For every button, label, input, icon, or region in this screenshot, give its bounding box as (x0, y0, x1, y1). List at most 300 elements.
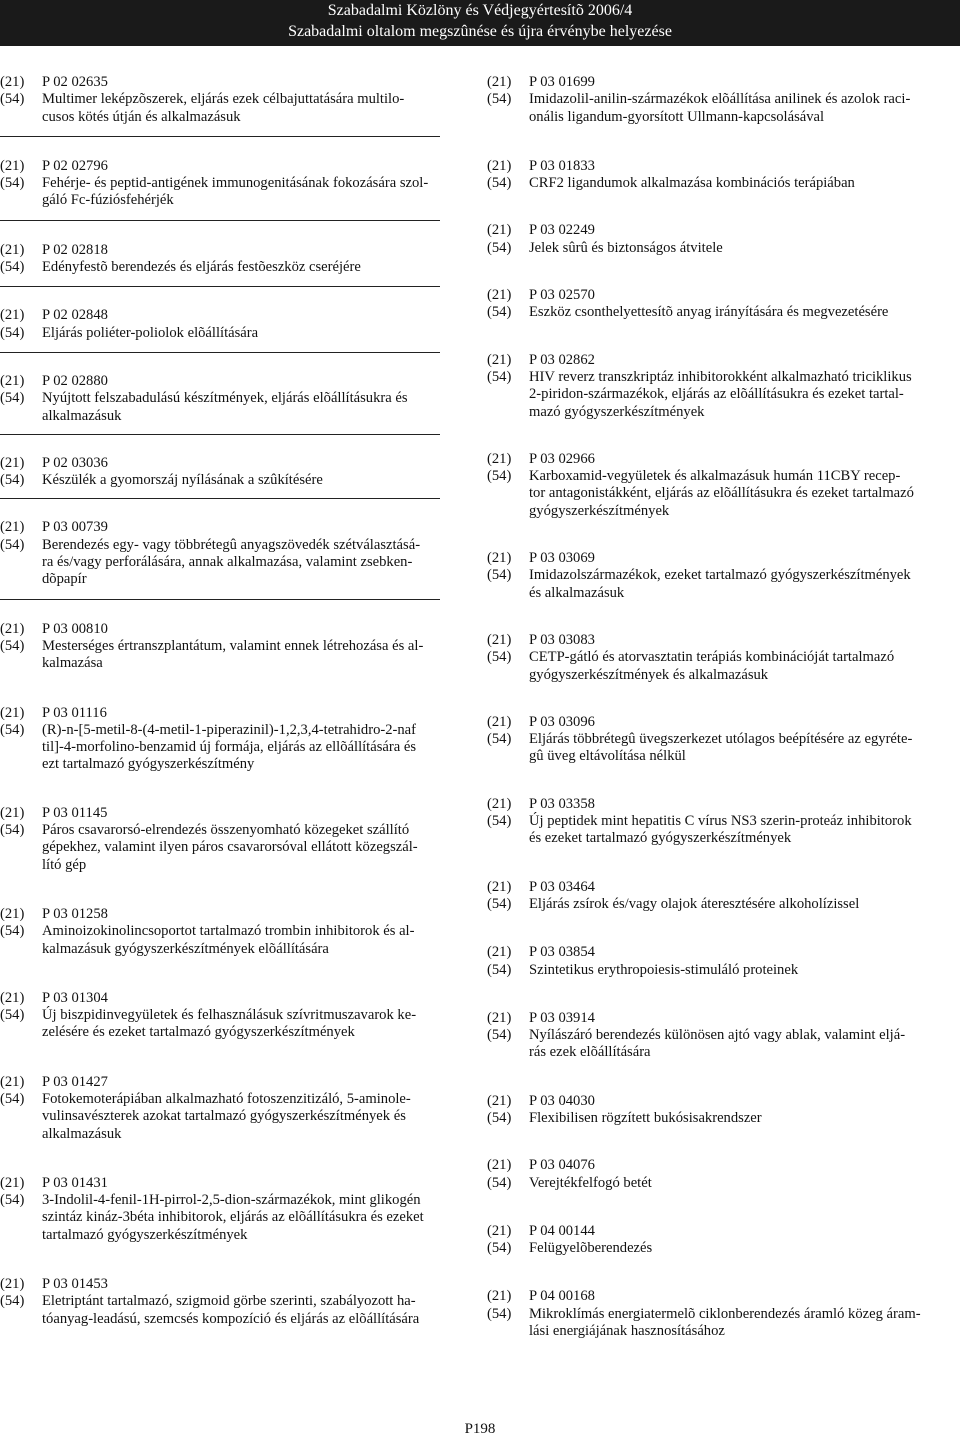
patent-entry (487, 1010, 960, 1062)
field-code-54: (54) (487, 468, 512, 485)
entry-number-line (487, 1157, 960, 1174)
entry-number-line (0, 455, 440, 472)
field-code-54: (54) (0, 637, 25, 654)
application-number: P 03 04076 (529, 1157, 595, 1174)
field-code-54: (54) (487, 961, 512, 978)
entry-title-line (487, 485, 960, 502)
patent-entry (487, 796, 960, 848)
entry-title-line (0, 722, 440, 739)
invention-title: és alkalmazásuk (529, 584, 625, 601)
entry-spacer (0, 342, 440, 373)
field-code-54: (54) (0, 536, 25, 553)
field-code-54: (54) (0, 822, 25, 839)
entry-divider (0, 220, 440, 221)
invention-title: gyógyszerkészítmények (529, 502, 670, 519)
entry-number-line (487, 632, 960, 649)
patent-entry (487, 879, 960, 914)
entry-title-line (0, 472, 440, 489)
entry-spacer (0, 958, 440, 990)
application-number: P 03 01699 (529, 74, 595, 90)
entry-divider (0, 498, 440, 499)
entry-spacer (0, 126, 440, 158)
entry-number-line (487, 74, 960, 91)
invention-title: Jelek sûrû és biztonságos átvitele (529, 239, 723, 256)
entry-title-line (487, 468, 960, 485)
entry-number-line (487, 158, 960, 175)
entry-spacer (0, 1244, 440, 1276)
field-code-21: (21) (0, 519, 25, 536)
patent-entry (0, 74, 440, 126)
entry-number-line (487, 944, 960, 961)
entry-title-line (487, 667, 960, 684)
invention-title: Karboxamid-vegyületek és alkalmazásuk humán 11CBY recep- (529, 468, 901, 485)
entry-number-line (0, 1175, 440, 1192)
entry-title-line (487, 567, 960, 584)
page-header (0, 0, 960, 46)
invention-title: zelésére és ezeket tartalmazó gyógyszerkészítmények (42, 1024, 355, 1041)
invention-title: Új biszpidinvegyületek és felhasználásuk szívritmuszavarok ke- (42, 1007, 417, 1024)
field-code-21: (21) (487, 1222, 512, 1239)
field-code-54 (0, 857, 42, 874)
field-code-54: (54) (487, 239, 512, 256)
invention-title: tor antagonistákként, eljárás az elõállításukra és ezeket tartalmazó (529, 485, 914, 502)
field-code-21: (21) (487, 878, 512, 895)
entry-number-line (0, 906, 440, 923)
entry-number-line (487, 714, 960, 731)
entry-title-line (487, 503, 960, 520)
field-code-54 (0, 192, 42, 209)
entry-divider (0, 434, 440, 435)
entry-spacer (487, 1257, 960, 1288)
entry-title-line (0, 175, 440, 192)
application-number: P 03 03914 (529, 1009, 595, 1026)
entry-title-line (487, 369, 960, 386)
patent-entry (487, 1223, 960, 1258)
field-code-54 (0, 109, 42, 126)
field-code-54 (487, 1044, 529, 1061)
field-code-54 (487, 109, 529, 126)
entry-spacer (0, 774, 440, 805)
entry-spacer (487, 602, 960, 632)
field-code-54: (54) (0, 259, 25, 276)
field-code-54: (54) (0, 91, 25, 108)
invention-title: Imidazolil-anilin-származékok elõállítása anilinek és azolok raci- (529, 91, 911, 108)
entry-spacer (0, 874, 440, 906)
entry-title-line (0, 1192, 440, 1209)
patent-entry (0, 906, 440, 958)
application-number: P 03 03069 (529, 550, 595, 567)
field-code-21: (21) (487, 287, 512, 304)
application-number: P 03 01258 (42, 905, 108, 922)
entry-title-line (487, 175, 960, 192)
invention-title: tartalmazó gyógyszerkészítmények (42, 1226, 248, 1243)
application-number: P 03 02966 (529, 450, 595, 467)
patent-entry (0, 990, 440, 1042)
invention-title: Eljárás többrétegû üvegszerkezet utólagos beépítésére az egyréte- (529, 731, 913, 748)
entry-title-line (0, 1024, 440, 1041)
field-code-21: (21) (0, 372, 25, 389)
field-code-54 (0, 1126, 42, 1143)
entry-title-line (487, 585, 960, 602)
patent-entry (487, 944, 960, 979)
left-column (0, 74, 440, 1328)
application-number: P 04 00144 (529, 1222, 595, 1239)
application-number: P 02 02635 (42, 74, 108, 90)
patent-entry (487, 158, 960, 193)
field-code-21: (21) (487, 1157, 512, 1174)
invention-title: mazó gyógyszerkészítmények (529, 403, 705, 420)
entry-title-line (0, 638, 440, 655)
invention-title: Eljárás poliéter-poliolok elõállítására (42, 324, 259, 341)
entry-title-line (487, 731, 960, 748)
invention-title: HIV reverz transzkriptáz inhibitorokként alkalmazható triciklikus (529, 368, 912, 385)
entry-title-line (0, 1311, 440, 1328)
field-code-21: (21) (0, 1276, 25, 1293)
entry-title-line (487, 748, 960, 765)
patent-entry (487, 287, 960, 322)
patent-entry (0, 1175, 440, 1244)
field-code-54: (54) (0, 175, 25, 192)
entry-spacer (0, 276, 440, 307)
field-code-54: (54) (487, 175, 512, 192)
field-code-54 (0, 756, 42, 773)
invention-title: Imidazolszármazékok, ezeket tartalmazó gyógyszerkészítmények (529, 567, 911, 584)
entry-spacer (0, 489, 440, 519)
invention-title: Mesterséges értranszplantátum, valamint ennek létrehozása és al- (42, 637, 424, 654)
invention-title: Aminoizokinolincsoportot tartalmazó trombin inhibitorok és al- (42, 923, 415, 940)
invention-title: Mikroklímás energiatermelõ ciklonberendezés áramló közeg áram- (529, 1305, 921, 1322)
entry-title-line (0, 408, 440, 425)
entry-title-line (0, 756, 440, 773)
field-code-54 (0, 839, 42, 856)
invention-title: 2-piridon-származékok, eljárás az elõállításukra és ezeket tartal- (529, 386, 904, 403)
application-number: P 03 02249 (529, 222, 595, 239)
field-code-54: (54) (487, 649, 512, 666)
entry-title-line (487, 1110, 960, 1127)
entry-title-line (0, 1227, 440, 1244)
field-code-21: (21) (0, 157, 25, 174)
invention-title: alkalmazásuk (42, 1125, 122, 1142)
right-column (487, 74, 960, 1340)
field-code-21: (21) (0, 1174, 25, 1191)
entry-title-line (0, 923, 440, 940)
invention-title: vulinsavészterek azokat tartalmazó gyógyszerkészítmények és (42, 1108, 406, 1125)
invention-title: cusos kötés útján és alkalmazásuk (42, 108, 241, 125)
patent-entry (487, 1093, 960, 1128)
entry-title-line (487, 1323, 960, 1340)
entry-spacer (487, 192, 960, 222)
entry-spacer (487, 1192, 960, 1223)
entry-title-line (0, 822, 440, 839)
patent-entry (0, 621, 440, 673)
patent-entry (0, 519, 440, 588)
field-code-54: (54) (487, 1027, 512, 1044)
entry-title-line (0, 91, 440, 108)
invention-title: Flexibilisen rögzített bukósisakrendszer (529, 1109, 762, 1126)
entry-spacer (0, 1143, 440, 1175)
field-code-54: (54) (0, 923, 25, 940)
field-code-54 (487, 485, 529, 502)
invention-title: Berendezés egy- vagy többrétegû anyagszövedék szétválasztásá- (42, 536, 421, 553)
field-code-21: (21) (487, 944, 512, 961)
invention-title: kalmazásuk gyógyszerkészítmények elõállítására (42, 940, 329, 957)
field-code-54 (0, 1024, 42, 1041)
field-code-21: (21) (487, 550, 512, 567)
entry-title-line (0, 739, 440, 756)
entry-title-line (0, 941, 440, 958)
entry-number-line (0, 74, 440, 91)
application-number: P 03 03854 (529, 944, 595, 961)
invention-title: Eszköz csonthelyettesítõ anyag irányítására és megvezetésére (529, 304, 889, 321)
entry-title-line (487, 1027, 960, 1044)
field-code-54 (0, 408, 42, 425)
patent-entry (487, 632, 960, 684)
invention-title: Eletriptánt tartalmazó, szigmoid görbe szerinti, szabályozott ha- (42, 1293, 416, 1310)
entry-title-line (0, 1091, 440, 1108)
field-code-54: (54) (487, 567, 512, 584)
field-code-54 (0, 571, 42, 588)
field-code-21: (21) (0, 989, 25, 1006)
entry-number-line (487, 451, 960, 468)
patent-entry (0, 158, 440, 210)
entry-spacer (0, 589, 440, 621)
invention-title: gyógyszerkészítmények és alkalmazásuk (529, 666, 769, 683)
entry-spacer (487, 257, 960, 287)
entry-spacer (487, 684, 960, 714)
field-code-54 (0, 1227, 42, 1244)
invention-title: Verejtékfelfogó betét (529, 1174, 652, 1191)
entry-spacer (487, 126, 960, 158)
entry-number-line (487, 1288, 960, 1305)
field-code-54: (54) (487, 304, 512, 321)
patent-entry (487, 74, 960, 126)
entry-divider (0, 352, 440, 353)
field-code-21: (21) (0, 620, 25, 637)
invention-title: ra és/vagy perforálására, annak alkalmazása, valamint zsebken- (42, 554, 413, 571)
invention-title: Fehérje- és peptid-antigének immunogenitásának fokozására szol- (42, 175, 429, 192)
entry-spacer (487, 1062, 960, 1093)
field-code-54 (487, 748, 529, 765)
patent-entry (0, 705, 440, 774)
entry-title-line (0, 655, 440, 672)
application-number: P 02 03036 (42, 454, 108, 471)
field-code-54: (54) (487, 1305, 512, 1322)
entry-number-line (0, 705, 440, 722)
application-number: P 02 02818 (42, 241, 108, 258)
entry-title-line (0, 390, 440, 407)
entry-title-line (0, 1126, 440, 1143)
field-code-21: (21) (0, 454, 25, 471)
entry-number-line (0, 621, 440, 638)
entry-number-line (487, 1093, 960, 1110)
field-code-21: (21) (487, 1288, 512, 1305)
entry-number-line (0, 1074, 440, 1091)
invention-title: Multimer leképzõszerek, eljárás ezek célbajuttatására multilo- (42, 91, 405, 108)
application-number: P 03 03464 (529, 878, 595, 895)
invention-title: és ezeket tartalmazó gyógyszerkészítmények (529, 830, 792, 847)
application-number: P 03 02570 (529, 287, 595, 304)
invention-title: gáló Fc-fúziósfehérjék (42, 192, 174, 209)
entry-spacer (487, 322, 960, 352)
invention-title: Szintetikus erythropoiesis-stimuláló proteinek (529, 961, 799, 978)
invention-title: tóanyag-leadású, szemcsés kompozíció és eljárás az elõállítására (42, 1310, 420, 1327)
entry-title-line (487, 896, 960, 913)
field-code-54 (0, 655, 42, 672)
field-code-54 (0, 739, 42, 756)
field-code-54: (54) (487, 1174, 512, 1191)
patent-entry (0, 805, 440, 874)
invention-title: Nyílászáró berendezés különösen ajtó vagy ablak, valamint eljá- (529, 1027, 906, 1044)
entry-title-line (487, 386, 960, 403)
entry-title-line (0, 554, 440, 571)
field-code-54: (54) (487, 895, 512, 912)
field-code-54: (54) (0, 1192, 25, 1209)
entry-spacer (487, 1127, 960, 1157)
entry-spacer (0, 210, 440, 242)
patent-entry (487, 714, 960, 766)
invention-title: til]-4-morfolino-benzamid új formája, eljárás az ellõállítására és (42, 739, 417, 756)
entry-number-line (487, 1010, 960, 1027)
entry-number-line (487, 287, 960, 304)
entry-title-line (487, 1240, 960, 1257)
entry-title-line (487, 962, 960, 979)
patent-entry (0, 307, 440, 342)
patent-entry (487, 352, 960, 421)
entry-spacer (487, 913, 960, 944)
field-code-54: (54) (0, 1293, 25, 1310)
field-code-54 (0, 1311, 42, 1328)
field-code-21: (21) (0, 241, 25, 258)
application-number: P 03 02862 (529, 351, 595, 368)
entry-divider (0, 136, 440, 137)
field-code-54 (487, 404, 529, 421)
field-code-21: (21) (487, 74, 512, 90)
field-code-54 (0, 1108, 42, 1125)
patent-entry (487, 550, 960, 602)
entry-spacer (487, 421, 960, 451)
entry-title-line (0, 325, 440, 342)
field-code-21: (21) (487, 222, 512, 239)
entry-number-line (487, 222, 960, 239)
invention-title: lási energiájának hasznosításához (529, 1323, 725, 1340)
field-code-54: (54) (487, 91, 512, 108)
patent-entry (0, 1074, 440, 1143)
field-code-21: (21) (0, 804, 25, 821)
invention-title: kalmazása (42, 655, 103, 672)
patent-entry (487, 1288, 960, 1340)
entry-number-line (0, 805, 440, 822)
application-number: P 03 03083 (529, 631, 595, 648)
field-code-21: (21) (487, 713, 512, 730)
invention-title: gépekhez, valamint ilyen páros csavarorsóval ellátott közegszál- (42, 839, 418, 856)
application-number: P 03 01833 (529, 157, 595, 174)
invention-title: Fotokemoterápiában alkalmazható fotoszenzitizáló, 5-aminole- (42, 1090, 411, 1107)
invention-title: szintáz kináz-3béta inhibitorok, eljárás az elõállításukra és ezeket (42, 1209, 424, 1226)
field-code-54: (54) (0, 390, 25, 407)
entry-number-line (0, 519, 440, 536)
application-number: P 03 01453 (42, 1276, 108, 1293)
application-number: P 03 01116 (42, 704, 107, 721)
entry-spacer (487, 520, 960, 550)
entry-title-line (487, 304, 960, 321)
field-code-21: (21) (0, 307, 25, 324)
invention-title: gû üveg eltávolítása nélkül (529, 748, 686, 765)
entry-title-line (487, 649, 960, 666)
invention-title: 3-Indolil-4-fenil-1H-pirrol-2,5-dion-származékok, mint glikogén (42, 1192, 421, 1209)
entry-number-line (0, 307, 440, 324)
field-code-21: (21) (0, 704, 25, 721)
field-code-21: (21) (487, 795, 512, 812)
section-title: Szabadalmi oltalom megszûnése és újra érvénybe helyezése (288, 23, 672, 40)
entry-title-line (0, 571, 440, 588)
entry-number-line (487, 796, 960, 813)
patent-entry (0, 455, 440, 490)
invention-title: lító gép (42, 856, 87, 873)
entry-title-line (487, 109, 960, 126)
application-number: P 03 01145 (42, 804, 108, 821)
entry-title-line (487, 830, 960, 847)
invention-title: Nyújtott felszabadulású készítmények, eljárás elõállításukra és (42, 390, 408, 407)
entry-title-line (0, 857, 440, 874)
entry-number-line (0, 158, 440, 175)
entry-number-line (487, 352, 960, 369)
entry-spacer (487, 979, 960, 1010)
application-number: P 02 02796 (42, 157, 108, 174)
entry-divider (0, 599, 440, 600)
entry-title-line (0, 537, 440, 554)
entry-number-line (0, 373, 440, 390)
invention-title: CRF2 ligandumok alkalmazása kombinációs terápiában (529, 175, 855, 192)
field-code-54 (487, 667, 529, 684)
field-code-54 (0, 1209, 42, 1226)
entry-number-line (0, 1276, 440, 1293)
invention-title: Felügyelõberendezés (529, 1240, 653, 1257)
patent-entry (487, 222, 960, 257)
application-number: P 03 03096 (529, 713, 595, 730)
field-code-54: (54) (0, 1090, 25, 1107)
entry-spacer (0, 425, 440, 455)
field-code-54: (54) (487, 1240, 512, 1257)
invention-title: rás ezek elõállítására (529, 1044, 651, 1061)
invention-title: Edényfestõ berendezés és eljárás festõeszköz cseréjére (42, 259, 361, 276)
entry-title-line (487, 1306, 960, 1323)
entry-title-line (487, 240, 960, 257)
entry-title-line (487, 404, 960, 421)
field-code-54 (0, 941, 42, 958)
application-number: P 04 00168 (529, 1288, 595, 1305)
journal-title: Szabadalmi Közlöny és Védjegyértesítõ 2006/4 (327, 2, 633, 19)
field-code-54: (54) (487, 731, 512, 748)
entry-number-line (0, 242, 440, 259)
invention-title: ezt tartalmazó gyógyszerkészítmény (42, 756, 255, 773)
field-code-54 (487, 503, 529, 520)
field-code-21: (21) (0, 74, 25, 90)
application-number: P 03 00739 (42, 519, 108, 536)
entry-spacer (0, 673, 440, 705)
invention-title: Új peptidek mint hepatitis C vírus NS3 szerin-proteáz inhibitorok (529, 813, 912, 830)
field-code-54 (487, 386, 529, 403)
entry-divider (0, 286, 440, 287)
entry-title-line (0, 109, 440, 126)
field-code-54: (54) (487, 368, 512, 385)
invention-title: Eljárás zsírok és/vagy olajok áteresztésére alkoholízissel (529, 895, 860, 912)
application-number: P 02 02880 (42, 372, 108, 389)
field-code-21: (21) (487, 1092, 512, 1109)
entry-spacer (0, 1042, 440, 1074)
field-code-54 (0, 554, 42, 571)
field-code-21: (21) (487, 157, 512, 174)
patent-entry (0, 242, 440, 277)
